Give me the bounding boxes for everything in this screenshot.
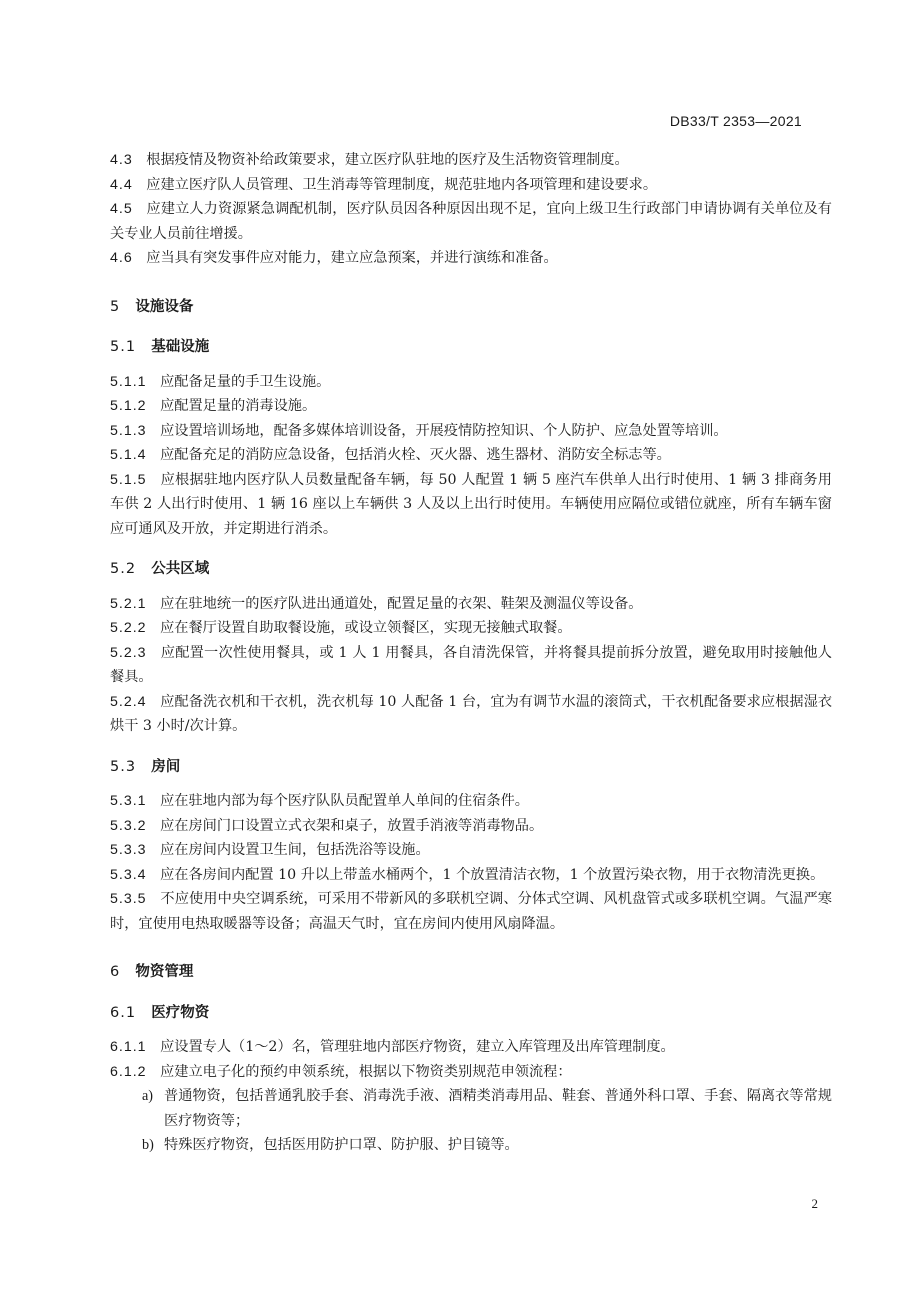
clause-text: 应在房间内设置卫生间，包括洗浴等设施。 bbox=[160, 842, 430, 858]
clause-text: 应设置培训场地，配备多媒体培训设备，开展疫情防控知识、个人防护、应急处置等培训。 bbox=[160, 422, 728, 439]
clause-number: 5.3.2 bbox=[110, 817, 147, 834]
clause-text: 基础设施 bbox=[151, 339, 210, 355]
clause-text: 房间 bbox=[151, 758, 181, 775]
section-heading bbox=[110, 755, 832, 780]
clause-text: 设施设备 bbox=[135, 298, 194, 315]
clause-text: 根据疫情及物资补给政策要求，建立医疗队驻地的医疗及生活物资管理制度。 bbox=[146, 152, 629, 168]
clause bbox=[110, 690, 832, 739]
clause bbox=[110, 887, 832, 936]
clause bbox=[110, 173, 832, 198]
clause-number: 4.6 bbox=[110, 250, 133, 266]
clause bbox=[110, 468, 832, 542]
clause-text: 特殊医疗物资，包括医用防护口罩、防护服、护目镜等。 bbox=[164, 1137, 519, 1153]
clause-text: 医疗物资 bbox=[151, 1004, 210, 1021]
clause-number: 5.1.3 bbox=[110, 422, 147, 439]
clause-number: 5.1.5 bbox=[110, 471, 147, 488]
clause-text: 物资管理 bbox=[135, 964, 194, 980]
section-heading bbox=[110, 1001, 832, 1026]
standard-code: DB33/T 2353—2021 bbox=[669, 113, 802, 129]
section-heading bbox=[110, 557, 832, 582]
list-item bbox=[110, 1133, 832, 1158]
clause bbox=[110, 148, 832, 173]
clause-number: 5.3.1 bbox=[110, 793, 147, 809]
list-marker: a) bbox=[142, 1088, 154, 1104]
clause bbox=[110, 592, 832, 617]
clause bbox=[110, 197, 832, 246]
clause-number: 5.2 bbox=[110, 561, 137, 577]
clause-number: 6 bbox=[110, 964, 121, 980]
clause-number: 5.2.4 bbox=[110, 693, 147, 710]
clause-number: 5.2.1 bbox=[110, 595, 147, 612]
clause-number: 5.3.4 bbox=[110, 866, 147, 883]
clause bbox=[110, 641, 832, 690]
clause-number: 5.1.1 bbox=[110, 373, 147, 390]
clause-number: 5.2.3 bbox=[110, 644, 147, 661]
clause-number: 5.2.2 bbox=[110, 620, 147, 636]
document-body bbox=[110, 148, 832, 1158]
section-heading bbox=[110, 335, 832, 360]
clause-number: 5.1 bbox=[110, 339, 137, 355]
clause-text: 应在房间门口设置立式衣架和桌子，放置手消液等消毒物品。 bbox=[160, 817, 544, 834]
section-heading bbox=[110, 295, 832, 320]
clause-text: 应在驻地内部为每个医疗队队员配置单人单间的住宿条件。 bbox=[160, 793, 529, 809]
clause-number: 5.3.5 bbox=[110, 891, 147, 907]
clause-number: 5.1.2 bbox=[110, 398, 147, 414]
clause-text: 应在驻地统一的医疗队进出通道处，配置足量的衣架、鞋架及测温仪等设备。 bbox=[160, 595, 643, 612]
clause-number: 6.1.2 bbox=[110, 1063, 147, 1080]
clause-text: 应建立医疗队人员管理、卫生消毒等管理制度，规范驻地内各项管理和建设要求。 bbox=[146, 176, 658, 193]
clause-text: 不应使用中央空调系统，可采用不带新风的多联机空调、分体式空调、风机盘管式或多联机空调。气温严寒时，宜使用电热取暖器等设备；高温天气时，宜在房间内使用风扇降温。 bbox=[110, 891, 832, 932]
clause bbox=[110, 246, 832, 271]
clause-text: 应配置足量的消毒设施。 bbox=[160, 398, 317, 414]
clause-number: 4.4 bbox=[110, 176, 133, 193]
list-item bbox=[110, 1084, 832, 1133]
clause bbox=[110, 1035, 832, 1060]
clause-text: 应根据驻地内医疗队人员数量配备车辆，每 50 人配置 1 辆 5 座汽车供单人出行时使用、1 辆 3 排商务用车供 2 人出行时使用、1 辆 16 座以上车辆供 3 人及以上出行时使用。车辆使用应隔位或错位就座，所有车辆车窗应可通风及开放，并定期进行消杀。 bbox=[110, 471, 832, 537]
list-marker: b) bbox=[142, 1137, 154, 1153]
clause bbox=[110, 443, 832, 468]
clause bbox=[110, 1060, 832, 1085]
clause-number: 5.1.4 bbox=[110, 447, 147, 463]
clause-text: 公共区域 bbox=[151, 561, 210, 577]
clause-text: 应当具有突发事件应对能力，建立应急预案，并进行演练和准备。 bbox=[146, 250, 558, 266]
clause bbox=[110, 789, 832, 814]
clause-text: 应建立人力资源紧急调配机制，医疗队员因各种原因出现不足，宜向上级卫生行政部门申请协调有关单位及有关专业人员前往增援。 bbox=[110, 201, 832, 242]
clause-text: 普通物资，包括普通乳胶手套、消毒洗手液、酒精类消毒用品、鞋套、普通外科口罩、手套、隔离衣等常规医疗物资等； bbox=[164, 1088, 832, 1129]
clause bbox=[110, 419, 832, 444]
section-heading bbox=[110, 960, 832, 985]
clause-number: 6.1 bbox=[110, 1004, 137, 1021]
clause-number: 5.3 bbox=[110, 758, 137, 775]
clause-number: 6.1.1 bbox=[110, 1039, 147, 1055]
clause bbox=[110, 370, 832, 395]
clause-text: 应配置一次性使用餐具，或 1 人 1 用餐具，各自清洗保管，并将餐具提前拆分放置，避免取用时接触他人餐具。 bbox=[110, 644, 832, 685]
clause bbox=[110, 814, 832, 839]
page-number: 2 bbox=[811, 1196, 818, 1211]
clause-text: 应设置专人（1～2）名，管理驻地内部医疗物资，建立入库管理及出库管理制度。 bbox=[160, 1039, 675, 1055]
clause-text: 应配备充足的消防应急设备，包括消火栓、灭火器、逃生器材、消防安全标志等。 bbox=[160, 447, 671, 463]
clause-text: 应在餐厅设置自助取餐设施，或设立领餐区，实现无接触式取餐。 bbox=[160, 620, 572, 636]
clause-text: 应配备洗衣机和干衣机，洗衣机每 10 人配备 1 台，宜为有调节水温的滚筒式，干衣机配备要求应根据湿衣烘干 3 小时/次计算。 bbox=[110, 693, 833, 734]
clause bbox=[110, 394, 832, 419]
clause bbox=[110, 616, 832, 641]
clause-number: 5 bbox=[110, 298, 121, 315]
clause-number: 4.3 bbox=[110, 152, 133, 168]
clause bbox=[110, 863, 832, 888]
clause bbox=[110, 838, 832, 863]
clause-text: 应建立电子化的预约申领系统，根据以下物资类别规范申领流程： bbox=[160, 1063, 572, 1080]
clause-text: 应在各房间内配置 10 升以上带盖水桶两个，1 个放置清洁衣物，1 个放置污染衣物，用于衣物清洗更换。 bbox=[160, 866, 825, 883]
clause-text: 应配备足量的手卫生设施。 bbox=[160, 373, 331, 390]
clause-number: 4.5 bbox=[110, 201, 133, 217]
clause-number: 5.3.3 bbox=[110, 842, 147, 858]
